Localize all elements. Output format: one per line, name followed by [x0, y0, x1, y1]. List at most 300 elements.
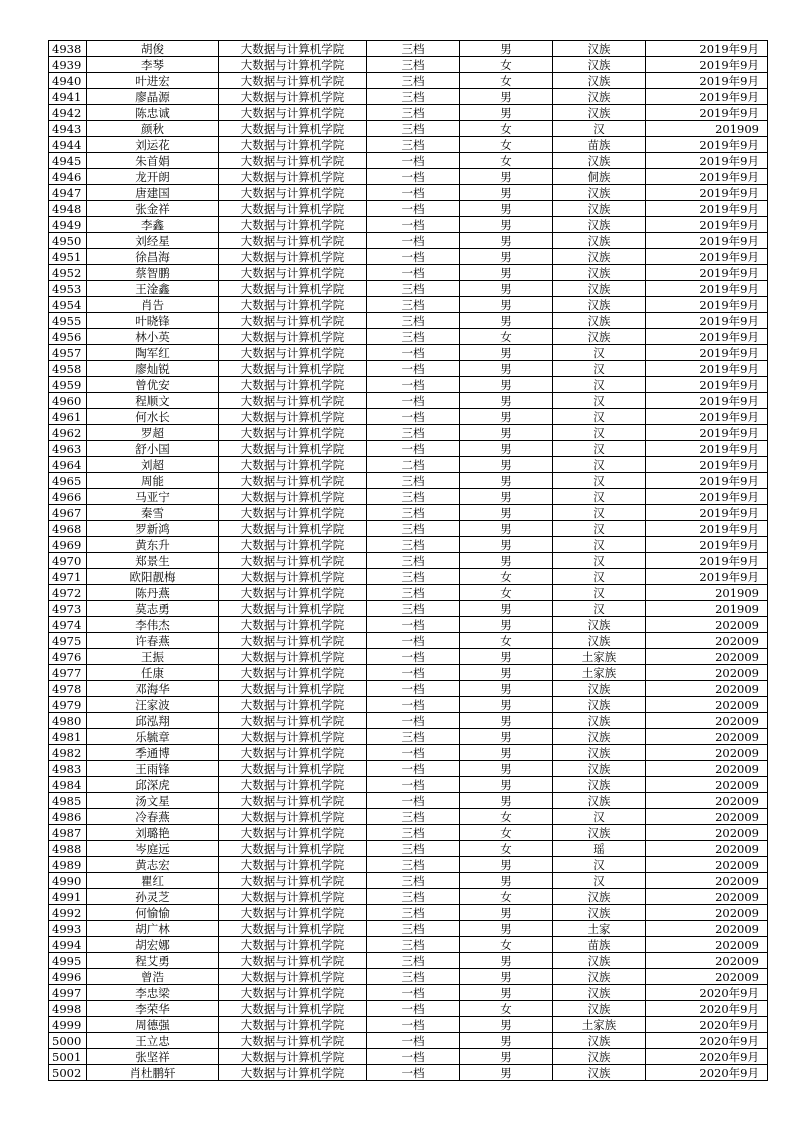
- cell-row-number: 4992: [49, 905, 87, 921]
- cell-student-name: 邱深虎: [87, 777, 219, 793]
- cell-aid-level: 三档: [367, 89, 460, 105]
- table-body: [49, 41, 768, 1081]
- cell-ethnicity: 汉族: [553, 73, 646, 89]
- cell-ethnicity: 汉族: [553, 1049, 646, 1065]
- cell-row-number: 4994: [49, 937, 87, 953]
- cell-enrollment-date: 2020年9月: [646, 1033, 768, 1049]
- cell-aid-level: 一档: [367, 985, 460, 1001]
- cell-aid-level: 一档: [367, 713, 460, 729]
- cell-row-number: 4961: [49, 409, 87, 425]
- cell-student-name: 胡广林: [87, 921, 219, 937]
- table-row: [49, 585, 768, 601]
- cell-college: 大数据与计算机学院: [219, 329, 367, 345]
- cell-college: 大数据与计算机学院: [219, 905, 367, 921]
- cell-aid-level: 一档: [367, 649, 460, 665]
- cell-gender: 女: [460, 57, 553, 73]
- table-row: [49, 1017, 768, 1033]
- cell-enrollment-date: 2019年9月: [646, 57, 768, 73]
- cell-college: 大数据与计算机学院: [219, 857, 367, 873]
- cell-college: 大数据与计算机学院: [219, 377, 367, 393]
- cell-college: 大数据与计算机学院: [219, 713, 367, 729]
- cell-row-number: 4943: [49, 121, 87, 137]
- table-row: [49, 297, 768, 313]
- cell-enrollment-date: 2019年9月: [646, 329, 768, 345]
- cell-gender: 男: [460, 265, 553, 281]
- table-row: [49, 937, 768, 953]
- cell-ethnicity: 汉: [553, 537, 646, 553]
- cell-student-name: 曾优安: [87, 377, 219, 393]
- cell-enrollment-date: 202009: [646, 649, 768, 665]
- cell-college: 大数据与计算机学院: [219, 649, 367, 665]
- cell-college: 大数据与计算机学院: [219, 1001, 367, 1017]
- cell-ethnicity: 土家: [553, 921, 646, 937]
- cell-ethnicity: 汉族: [553, 297, 646, 313]
- cell-gender: 男: [460, 233, 553, 249]
- table-row: [49, 489, 768, 505]
- cell-gender: 男: [460, 649, 553, 665]
- cell-enrollment-date: 202009: [646, 905, 768, 921]
- cell-gender: 男: [460, 1065, 553, 1081]
- cell-gender: 男: [460, 1049, 553, 1065]
- cell-gender: 男: [460, 361, 553, 377]
- cell-aid-level: 一档: [367, 185, 460, 201]
- cell-aid-level: 一档: [367, 1065, 460, 1081]
- cell-ethnicity: 汉: [553, 473, 646, 489]
- table-row: [49, 249, 768, 265]
- cell-row-number: 4968: [49, 521, 87, 537]
- table-row: [49, 569, 768, 585]
- table-row: [49, 1001, 768, 1017]
- cell-gender: 男: [460, 857, 553, 873]
- cell-aid-level: 一档: [367, 361, 460, 377]
- cell-aid-level: 三档: [367, 873, 460, 889]
- cell-aid-level: 三档: [367, 41, 460, 57]
- cell-student-name: 乐毓章: [87, 729, 219, 745]
- cell-student-name: 张坚祥: [87, 1049, 219, 1065]
- cell-student-name: 程顺文: [87, 393, 219, 409]
- cell-enrollment-date: 2019年9月: [646, 441, 768, 457]
- cell-gender: 男: [460, 681, 553, 697]
- table-row: [49, 73, 768, 89]
- cell-row-number: 4972: [49, 585, 87, 601]
- cell-college: 大数据与计算机学院: [219, 89, 367, 105]
- cell-student-name: 季通博: [87, 745, 219, 761]
- cell-aid-level: 三档: [367, 505, 460, 521]
- cell-enrollment-date: 2019年9月: [646, 89, 768, 105]
- cell-enrollment-date: 2019年9月: [646, 297, 768, 313]
- cell-student-name: 肖告: [87, 297, 219, 313]
- cell-aid-level: 一档: [367, 201, 460, 217]
- cell-ethnicity: 汉: [553, 553, 646, 569]
- cell-ethnicity: 汉族: [553, 185, 646, 201]
- cell-row-number: 4978: [49, 681, 87, 697]
- cell-enrollment-date: 2019年9月: [646, 281, 768, 297]
- cell-student-name: 陶军红: [87, 345, 219, 361]
- cell-student-name: 曾浩: [87, 969, 219, 985]
- cell-ethnicity: 汉族: [553, 985, 646, 1001]
- table-row: [49, 409, 768, 425]
- cell-student-name: 何水长: [87, 409, 219, 425]
- cell-aid-level: 一档: [367, 153, 460, 169]
- cell-aid-level: 三档: [367, 889, 460, 905]
- cell-enrollment-date: 2019年9月: [646, 457, 768, 473]
- cell-enrollment-date: 202009: [646, 729, 768, 745]
- cell-aid-level: 三档: [367, 425, 460, 441]
- cell-college: 大数据与计算机学院: [219, 537, 367, 553]
- cell-student-name: 龙开朗: [87, 169, 219, 185]
- cell-row-number: 4966: [49, 489, 87, 505]
- cell-enrollment-date: 202009: [646, 857, 768, 873]
- cell-row-number: 4973: [49, 601, 87, 617]
- table-row: [49, 345, 768, 361]
- cell-student-name: 刘运花: [87, 137, 219, 153]
- cell-row-number: 4982: [49, 745, 87, 761]
- cell-aid-level: 一档: [367, 761, 460, 777]
- cell-ethnicity: 汉族: [553, 969, 646, 985]
- cell-college: 大数据与计算机学院: [219, 633, 367, 649]
- cell-student-name: 李琴: [87, 57, 219, 73]
- cell-student-name: 黄志宏: [87, 857, 219, 873]
- cell-aid-level: 一档: [367, 217, 460, 233]
- table-row: [49, 729, 768, 745]
- cell-gender: 女: [460, 889, 553, 905]
- cell-ethnicity: 汉: [553, 377, 646, 393]
- cell-row-number: 4999: [49, 1017, 87, 1033]
- cell-enrollment-date: 202009: [646, 617, 768, 633]
- cell-college: 大数据与计算机学院: [219, 249, 367, 265]
- cell-gender: 女: [460, 809, 553, 825]
- cell-student-name: 朱首娟: [87, 153, 219, 169]
- cell-row-number: 4944: [49, 137, 87, 153]
- cell-ethnicity: 汉: [553, 393, 646, 409]
- cell-gender: 男: [460, 713, 553, 729]
- cell-college: 大数据与计算机学院: [219, 441, 367, 457]
- cell-gender: 男: [460, 345, 553, 361]
- table-row: [49, 841, 768, 857]
- table-row: [49, 457, 768, 473]
- cell-ethnicity: 汉族: [553, 57, 646, 73]
- table-row: [49, 57, 768, 73]
- cell-college: 大数据与计算机学院: [219, 521, 367, 537]
- cell-aid-level: 三档: [367, 841, 460, 857]
- table-row: [49, 185, 768, 201]
- cell-aid-level: 三档: [367, 569, 460, 585]
- cell-row-number: 4950: [49, 233, 87, 249]
- student-aid-table: [48, 40, 768, 1081]
- cell-college: 大数据与计算机学院: [219, 41, 367, 57]
- cell-student-name: 李忠梁: [87, 985, 219, 1001]
- cell-aid-level: 一档: [367, 441, 460, 457]
- cell-student-name: 秦雪: [87, 505, 219, 521]
- cell-college: 大数据与计算机学院: [219, 1049, 367, 1065]
- cell-student-name: 汤文星: [87, 793, 219, 809]
- cell-aid-level: 三档: [367, 121, 460, 137]
- cell-ethnicity: 汉族: [553, 713, 646, 729]
- cell-student-name: 程艾勇: [87, 953, 219, 969]
- cell-row-number: 4967: [49, 505, 87, 521]
- cell-enrollment-date: 2019年9月: [646, 313, 768, 329]
- cell-ethnicity: 汉族: [553, 153, 646, 169]
- cell-college: 大数据与计算机学院: [219, 361, 367, 377]
- cell-gender: 男: [460, 985, 553, 1001]
- cell-ethnicity: 汉族: [553, 617, 646, 633]
- cell-gender: 男: [460, 441, 553, 457]
- cell-aid-level: 三档: [367, 105, 460, 121]
- cell-college: 大数据与计算机学院: [219, 425, 367, 441]
- cell-college: 大数据与计算机学院: [219, 1017, 367, 1033]
- table-row: [49, 1065, 768, 1081]
- table-row: [49, 105, 768, 121]
- cell-college: 大数据与计算机学院: [219, 185, 367, 201]
- cell-college: 大数据与计算机学院: [219, 809, 367, 825]
- cell-ethnicity: 汉族: [553, 1033, 646, 1049]
- cell-gender: 女: [460, 585, 553, 601]
- cell-ethnicity: 汉族: [553, 281, 646, 297]
- cell-aid-level: 一档: [367, 233, 460, 249]
- cell-ethnicity: 汉: [553, 505, 646, 521]
- cell-college: 大数据与计算机学院: [219, 105, 367, 121]
- table-row: [49, 793, 768, 809]
- table-row: [49, 201, 768, 217]
- cell-college: 大数据与计算机学院: [219, 1065, 367, 1081]
- cell-row-number: 4955: [49, 313, 87, 329]
- cell-row-number: 4998: [49, 1001, 87, 1017]
- cell-ethnicity: 汉族: [553, 889, 646, 905]
- cell-enrollment-date: 2019年9月: [646, 553, 768, 569]
- table-row: [49, 825, 768, 841]
- cell-college: 大数据与计算机学院: [219, 137, 367, 153]
- cell-ethnicity: 汉族: [553, 905, 646, 921]
- cell-student-name: 胡俊: [87, 41, 219, 57]
- table-row: [49, 137, 768, 153]
- table-row: [49, 761, 768, 777]
- cell-row-number: 4962: [49, 425, 87, 441]
- cell-aid-level: 三档: [367, 537, 460, 553]
- cell-aid-level: 一档: [367, 793, 460, 809]
- cell-enrollment-date: 2019年9月: [646, 409, 768, 425]
- cell-student-name: 刘经星: [87, 233, 219, 249]
- table-row: [49, 777, 768, 793]
- cell-row-number: 4940: [49, 73, 87, 89]
- cell-gender: 男: [460, 1033, 553, 1049]
- cell-row-number: 4985: [49, 793, 87, 809]
- cell-row-number: 4964: [49, 457, 87, 473]
- cell-ethnicity: 汉族: [553, 329, 646, 345]
- cell-row-number: 4981: [49, 729, 87, 745]
- cell-gender: 男: [460, 409, 553, 425]
- cell-aid-level: 三档: [367, 73, 460, 89]
- cell-row-number: 4977: [49, 665, 87, 681]
- cell-enrollment-date: 202009: [646, 681, 768, 697]
- table-row: [49, 425, 768, 441]
- cell-student-name: 莫志勇: [87, 601, 219, 617]
- cell-gender: 男: [460, 169, 553, 185]
- cell-gender: 男: [460, 425, 553, 441]
- cell-gender: 男: [460, 521, 553, 537]
- table-row: [49, 169, 768, 185]
- cell-enrollment-date: 202009: [646, 841, 768, 857]
- cell-student-name: 黄东升: [87, 537, 219, 553]
- cell-ethnicity: 汉族: [553, 1065, 646, 1081]
- cell-college: 大数据与计算机学院: [219, 585, 367, 601]
- cell-gender: 男: [460, 537, 553, 553]
- cell-aid-level: 三档: [367, 601, 460, 617]
- cell-ethnicity: 汉: [553, 569, 646, 585]
- table-row: [49, 681, 768, 697]
- cell-college: 大数据与计算机学院: [219, 489, 367, 505]
- cell-student-name: 陈丹燕: [87, 585, 219, 601]
- cell-row-number: 4949: [49, 217, 87, 233]
- cell-aid-level: 三档: [367, 553, 460, 569]
- table-row: [49, 1049, 768, 1065]
- cell-gender: 男: [460, 921, 553, 937]
- cell-gender: 男: [460, 1017, 553, 1033]
- table-row: [49, 953, 768, 969]
- cell-ethnicity: 汉族: [553, 89, 646, 105]
- cell-aid-level: 三档: [367, 953, 460, 969]
- cell-ethnicity: 汉族: [553, 697, 646, 713]
- cell-aid-level: 一档: [367, 377, 460, 393]
- cell-aid-level: 一档: [367, 1049, 460, 1065]
- cell-college: 大数据与计算机学院: [219, 761, 367, 777]
- cell-aid-level: 一档: [367, 617, 460, 633]
- cell-gender: 男: [460, 297, 553, 313]
- cell-row-number: 4979: [49, 697, 87, 713]
- cell-row-number: 4952: [49, 265, 87, 281]
- cell-row-number: 4942: [49, 105, 87, 121]
- cell-enrollment-date: 2020年9月: [646, 1049, 768, 1065]
- cell-ethnicity: 汉族: [553, 233, 646, 249]
- cell-gender: 男: [460, 745, 553, 761]
- cell-ethnicity: 汉: [553, 345, 646, 361]
- cell-ethnicity: 汉: [553, 873, 646, 889]
- table-row: [49, 521, 768, 537]
- table-row: [49, 1033, 768, 1049]
- cell-enrollment-date: 2019年9月: [646, 377, 768, 393]
- cell-ethnicity: 土家族: [553, 649, 646, 665]
- cell-enrollment-date: 202009: [646, 953, 768, 969]
- cell-gender: 男: [460, 185, 553, 201]
- cell-ethnicity: 汉: [553, 121, 646, 137]
- cell-gender: 女: [460, 1001, 553, 1017]
- cell-ethnicity: 汉: [553, 361, 646, 377]
- cell-row-number: 4997: [49, 985, 87, 1001]
- cell-aid-level: 一档: [367, 265, 460, 281]
- cell-college: 大数据与计算机学院: [219, 153, 367, 169]
- cell-row-number: 4974: [49, 617, 87, 633]
- cell-aid-level: 三档: [367, 585, 460, 601]
- table-row: [49, 905, 768, 921]
- cell-aid-level: 三档: [367, 281, 460, 297]
- cell-student-name: 颜秋: [87, 121, 219, 137]
- cell-college: 大数据与计算机学院: [219, 921, 367, 937]
- cell-ethnicity: 汉族: [553, 1001, 646, 1017]
- cell-row-number: 4957: [49, 345, 87, 361]
- cell-row-number: 4947: [49, 185, 87, 201]
- cell-college: 大数据与计算机学院: [219, 313, 367, 329]
- cell-gender: 女: [460, 137, 553, 153]
- cell-student-name: 徐昌海: [87, 249, 219, 265]
- cell-student-name: 任康: [87, 665, 219, 681]
- cell-gender: 男: [460, 665, 553, 681]
- cell-student-name: 胡宏娜: [87, 937, 219, 953]
- cell-gender: 男: [460, 217, 553, 233]
- cell-ethnicity: 汉: [553, 489, 646, 505]
- cell-aid-level: 一档: [367, 1017, 460, 1033]
- cell-enrollment-date: 2019年9月: [646, 473, 768, 489]
- cell-aid-level: 三档: [367, 473, 460, 489]
- cell-college: 大数据与计算机学院: [219, 745, 367, 761]
- cell-college: 大数据与计算机学院: [219, 393, 367, 409]
- table-row: [49, 393, 768, 409]
- cell-row-number: 4990: [49, 873, 87, 889]
- cell-enrollment-date: 2020年9月: [646, 985, 768, 1001]
- cell-student-name: 李伟杰: [87, 617, 219, 633]
- cell-enrollment-date: 202009: [646, 793, 768, 809]
- table-row: [49, 233, 768, 249]
- cell-aid-level: 三档: [367, 297, 460, 313]
- cell-ethnicity: 汉: [553, 441, 646, 457]
- cell-gender: 男: [460, 377, 553, 393]
- cell-enrollment-date: 2019年9月: [646, 169, 768, 185]
- cell-gender: 男: [460, 41, 553, 57]
- cell-college: 大数据与计算机学院: [219, 505, 367, 521]
- cell-college: 大数据与计算机学院: [219, 345, 367, 361]
- cell-enrollment-date: 202009: [646, 825, 768, 841]
- cell-enrollment-date: 2019年9月: [646, 265, 768, 281]
- cell-row-number: 4988: [49, 841, 87, 857]
- cell-student-name: 周德强: [87, 1017, 219, 1033]
- cell-row-number: 4986: [49, 809, 87, 825]
- cell-aid-level: 三档: [367, 329, 460, 345]
- cell-aid-level: 三档: [367, 729, 460, 745]
- cell-college: 大数据与计算机学院: [219, 841, 367, 857]
- cell-student-name: 王立忠: [87, 1033, 219, 1049]
- cell-ethnicity: 汉: [553, 409, 646, 425]
- cell-row-number: 4958: [49, 361, 87, 377]
- cell-student-name: 张金祥: [87, 201, 219, 217]
- cell-student-name: 罗超: [87, 425, 219, 441]
- cell-student-name: 林小英: [87, 329, 219, 345]
- cell-enrollment-date: 202009: [646, 809, 768, 825]
- cell-row-number: 4948: [49, 201, 87, 217]
- cell-student-name: 周能: [87, 473, 219, 489]
- cell-ethnicity: 汉族: [553, 777, 646, 793]
- cell-enrollment-date: 201909: [646, 601, 768, 617]
- table-row: [49, 553, 768, 569]
- cell-row-number: 4939: [49, 57, 87, 73]
- table-row: [49, 617, 768, 633]
- cell-college: 大数据与计算机学院: [219, 825, 367, 841]
- cell-college: 大数据与计算机学院: [219, 265, 367, 281]
- cell-gender: 男: [460, 969, 553, 985]
- cell-student-name: 王雨锋: [87, 761, 219, 777]
- cell-gender: 男: [460, 617, 553, 633]
- cell-gender: 男: [460, 105, 553, 121]
- cell-row-number: 4971: [49, 569, 87, 585]
- cell-row-number: 4995: [49, 953, 87, 969]
- cell-enrollment-date: 2019年9月: [646, 201, 768, 217]
- cell-row-number: 4991: [49, 889, 87, 905]
- cell-enrollment-date: 2019年9月: [646, 249, 768, 265]
- cell-gender: 男: [460, 601, 553, 617]
- cell-college: 大数据与计算机学院: [219, 889, 367, 905]
- cell-enrollment-date: 202009: [646, 889, 768, 905]
- cell-ethnicity: 土家族: [553, 665, 646, 681]
- table-row: [49, 121, 768, 137]
- cell-student-name: 舒小国: [87, 441, 219, 457]
- cell-gender: 女: [460, 633, 553, 649]
